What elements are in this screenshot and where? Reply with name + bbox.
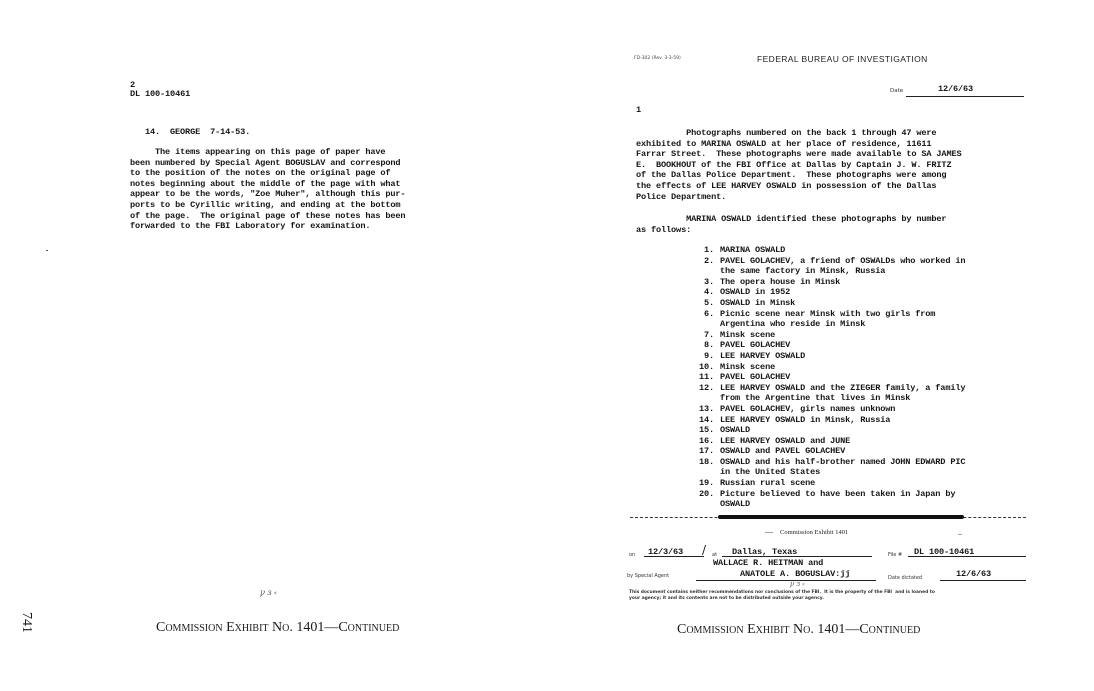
right-page: [600, 0, 1094, 691]
list-item-number: 10.: [698, 361, 714, 372]
agency-title: FEDERAL BUREAU OF INVESTIGATION: [757, 54, 928, 64]
paragraph-line: as follows:: [636, 224, 692, 235]
list-item-number: 17.: [698, 446, 714, 457]
list-item: [678, 404, 1008, 415]
list-item-number: 1.: [703, 245, 714, 255]
list-item-number: [678, 393, 720, 404]
list-item: [678, 277, 1008, 288]
file-value: DL 100-10461: [914, 547, 975, 557]
dash-right: –: [958, 529, 962, 538]
list-item: [678, 489, 1008, 500]
list-item: [678, 351, 1008, 362]
date-underline: [906, 96, 1024, 97]
list-item: [678, 372, 1008, 383]
list-item: [678, 309, 1008, 320]
list-item-text: LEE HARVEY OSWALD and JUNE: [720, 435, 851, 446]
list-item-text: Minsk scene: [720, 361, 776, 372]
list-item-number: [678, 266, 720, 277]
list-item: [678, 425, 1008, 436]
file-label: File #: [888, 552, 903, 558]
list-item: [678, 362, 1008, 373]
list-item-number: 13.: [698, 403, 714, 414]
photo-list: [678, 245, 1008, 510]
list-item: [678, 319, 1008, 330]
list-item: [678, 340, 1008, 351]
side-page-number: [16, 612, 36, 672]
list-item-number: 19.: [698, 478, 714, 489]
list-item-text: PAVEL GOLACHEV: [720, 340, 791, 351]
paragraph-line: Photographs numbered on the back 1 through 47 were: [636, 128, 937, 138]
list-item-number: 2.: [703, 255, 714, 266]
redaction-bar: [718, 515, 964, 519]
list-item-text: OSWALD and his half-brother named JOHN EDWARD PIC: [720, 456, 966, 467]
list-item-number: 16.: [698, 435, 714, 446]
list-item-number: 8.: [703, 340, 714, 351]
exhibit-small-label: Commission Exhibit 1401: [780, 529, 849, 536]
list-item: [678, 436, 1008, 447]
list-item-text: Argentina who reside in Minsk: [720, 319, 866, 330]
paragraph-line: Farrar Street. These photographs were made available to SA JAMES: [636, 149, 962, 160]
on-value: 12/3/63: [648, 547, 684, 557]
page-number: 1: [636, 105, 642, 115]
list-item-text: LEE HARVEY OSWALD and the ZIEGER family, a family: [720, 382, 966, 393]
list-item: [678, 478, 1008, 489]
list-item-number: 11.: [698, 372, 714, 383]
list-item-number: 5.: [703, 297, 714, 308]
list-item: [678, 457, 1008, 468]
agent-line-two: ANATOLE A. BOGUSLAV:jj: [740, 569, 851, 579]
list-item-text: Picture believed to have been taken in Japan by: [720, 488, 956, 499]
paragraph-line: notes beginning about the middle of the page with what: [130, 178, 401, 189]
list-item-text: Minsk scene: [720, 329, 776, 340]
dash-left: —: [765, 527, 773, 536]
list-item-number: 7.: [703, 329, 714, 340]
paragraph-line: E. BOOKHOUT of the FBI Office at Dallas by Captain J. W. FRITZ: [636, 159, 952, 170]
item-heading: 14. GEORGE 7-14-53.: [145, 127, 251, 137]
list-item-text: Picnic scene near Minsk with two girls from: [720, 308, 936, 319]
list-item-text: LEE HARVEY OSWALD in Minsk, Russia: [720, 414, 891, 425]
special-agent-label: by Special Agent: [627, 573, 670, 579]
list-item: [678, 298, 1008, 309]
list-item-text: LEE HARVEY OSWALD: [720, 350, 806, 361]
paragraph-line: ports to be Cyrillic writing, and ending at the bottom: [130, 199, 401, 210]
list-item-text: OSWALD and PAVEL GOLACHEV: [720, 446, 846, 457]
list-item: [678, 287, 1008, 298]
at-value: Dallas, Texas: [732, 547, 798, 557]
on-label: on: [629, 552, 636, 558]
list-item-number: 20.: [698, 488, 714, 499]
left-page: [0, 0, 540, 691]
paragraph-line: The items appearing on this page of paper have: [130, 147, 386, 157]
list-item: [678, 245, 1008, 256]
list-item: [678, 415, 1008, 426]
disclaimer-line: This document contains neither recommendations nor conclusions of the FBI. It is the property of the FBI and is loaned to: [629, 590, 935, 595]
list-item-text: OSWALD in Minsk: [720, 297, 796, 308]
list-item: [678, 393, 1008, 404]
list-item-text: PAVEL GOLACHEV, girls names unknown: [720, 403, 896, 414]
paragraph-line: Police Department.: [636, 191, 727, 202]
list-item-number: 4.: [703, 287, 714, 298]
date-dictated-value: 12/6/63: [956, 569, 992, 579]
left-paragraph: [130, 147, 460, 232]
list-item-text: PAVEL GOLACHEV, a friend of OSWALDs who worked in: [720, 255, 966, 266]
exhibit-caption: Commission Exhibit No. 1401—Continued: [156, 620, 400, 635]
list-item: [678, 383, 1008, 394]
paragraph-line: the effects of LEE HARVEY OSWALD in possession of the Dallas: [636, 180, 937, 191]
exhibit-caption: Commission Exhibit No. 1401—Continued: [677, 622, 921, 637]
date-dictated-label: Date dictated: [888, 575, 923, 581]
date-value: 12/6/63: [938, 84, 974, 94]
handwritten-marks: ꝩ ɜ ⸗: [790, 580, 805, 588]
list-item: [678, 446, 1008, 457]
list-item: [678, 467, 1008, 478]
page-number: 2: [130, 80, 136, 90]
list-item: [678, 330, 1008, 341]
fbi-disclaimer: [629, 590, 1029, 602]
list-item-text: from the Argentine that lives in Minsk: [720, 393, 911, 404]
list-item-text: The opera house in Minsk: [720, 276, 841, 287]
list-item-number: 3.: [703, 276, 714, 287]
list-item-number: [678, 319, 720, 330]
handwritten-slash: /: [702, 543, 707, 557]
list-item: [678, 499, 1008, 510]
handwritten-marks: ꝩ ɜ ⸗: [260, 588, 277, 597]
list-item: [678, 266, 1008, 277]
list-item: [678, 256, 1008, 267]
paragraph-line: been numbered by Special Agent BOGUSLAV and correspond: [130, 157, 401, 168]
list-item-number: 12.: [698, 382, 714, 393]
list-item-number: [678, 467, 720, 478]
paragraph-line: appear to be the words, "Zoe Muher", although this pur-: [130, 189, 406, 200]
list-item-text: OSWALD in 1952: [720, 287, 791, 298]
disclaimer-line: your agency; it and its contents are not to be distributed outside your agency.: [629, 596, 824, 601]
paragraph-line: MARINA OSWALD identified these photographs by number: [636, 214, 947, 224]
list-item-text: PAVEL GOLACHEV: [720, 372, 791, 383]
list-item-text: OSWALD: [720, 499, 751, 510]
paragraph-line: to the position of the notes on the original page of: [130, 168, 391, 179]
list-item-number: 6.: [703, 308, 714, 319]
list-item-text: in the United States: [720, 467, 821, 478]
list-item-text: OSWALD: [720, 425, 751, 436]
dictated-underline: [940, 580, 1026, 581]
paragraph-line: forwarded to the FBI Laboratory for examination.: [130, 221, 371, 232]
scan-speck: [46, 250, 48, 251]
agent-line-one: WALLACE R. HEITMAN and: [713, 558, 824, 568]
file-number: DL 100-10461: [130, 89, 191, 99]
side-page-number-text: 741: [19, 612, 34, 633]
paragraph-line: exhibited to MARINA OSWALD at her place of residence, 11611: [636, 138, 932, 149]
list-item-text: Russian rural scene: [720, 478, 816, 489]
list-item-number: 18.: [698, 456, 714, 467]
list-item-number: [678, 499, 720, 510]
at-label: at: [712, 552, 718, 558]
agent-underline: [696, 580, 876, 581]
list-item-number: 14.: [698, 414, 714, 425]
paragraph-one: [636, 128, 1016, 202]
paragraph-two: [636, 214, 1016, 235]
list-item-text: the same factory in Minsk, Russia: [720, 266, 886, 277]
list-item-number: 9.: [703, 350, 714, 361]
list-item-text: MARINA OSWALD: [720, 245, 786, 255]
paragraph-line: of the Dallas Police Department. These photographs were among: [636, 170, 947, 181]
date-label: Date: [890, 88, 904, 94]
list-item-number: 15.: [698, 425, 714, 436]
form-number: FD-302 (Rev. 3-3-59): [634, 56, 681, 61]
paragraph-line: of the page. The original page of these notes has been: [130, 210, 406, 221]
